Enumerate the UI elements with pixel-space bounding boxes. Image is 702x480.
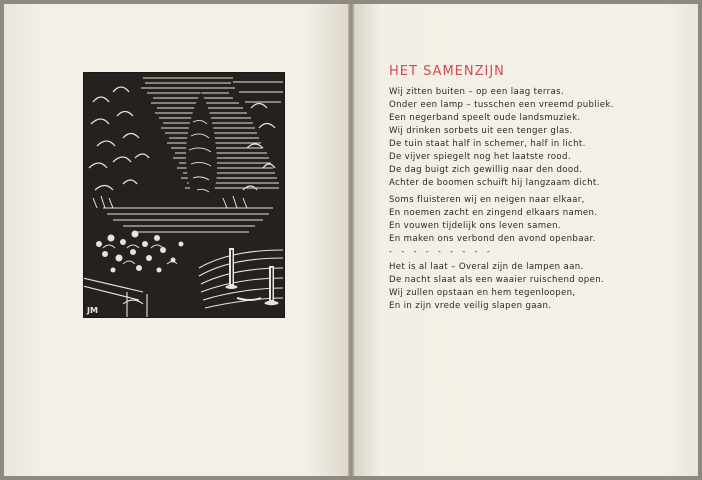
- verse-line: Achter de boomen schuift hij langzaam dicht.: [389, 178, 600, 188]
- poem-title: HET SAMENZIJN: [389, 64, 505, 79]
- verse-line: En vouwen tijdelijk ons leven samen.: [389, 221, 561, 231]
- verse-line: En maken ons verbond den avond openbaar.: [389, 234, 596, 244]
- verse-line: En in zijn vrede veilig slapen gaan.: [389, 301, 552, 311]
- stanza-4: [389, 261, 604, 313]
- verse-line: Wij drinken sorbets uit een tenger glas.: [389, 126, 573, 136]
- verse-line: En noemen zacht en zingend elkaars namen.: [389, 208, 598, 218]
- stanza-1: [389, 86, 614, 138]
- verse-line: Wij zullen opstaan en hem tegenloopen,: [389, 288, 576, 298]
- verse-line: De tuin staat half in schemer, half in licht.: [389, 139, 586, 149]
- verse-line: De nacht slaat als een waaier ruischend open.: [389, 275, 605, 285]
- woodcut-illustration: [83, 72, 285, 318]
- left-page: [4, 4, 348, 476]
- stanza-separator: - - - - - - - - -: [389, 247, 494, 256]
- verse-line: Onder een lamp – tusschen een vreemd publiek.: [389, 100, 614, 110]
- verse-line: De dag buigt zich gewillig naar den dood.: [389, 165, 583, 175]
- verse-line: Wij zitten buiten – op een laag terras.: [389, 87, 565, 97]
- stanza-2: [389, 138, 600, 190]
- verse-line: Een negerband speelt oude landsmuziek.: [389, 113, 581, 123]
- stanza-3: [389, 194, 597, 246]
- woodcut-monogram: JM: [87, 306, 98, 315]
- verse-line: Soms fluisteren wij en neigen naar elkaar,: [389, 195, 585, 205]
- verse-line: De vijver spiegelt nog het laatste rood.: [389, 152, 571, 162]
- verse-line: Het is al laat – Overal zijn de lampen aan.: [389, 262, 584, 272]
